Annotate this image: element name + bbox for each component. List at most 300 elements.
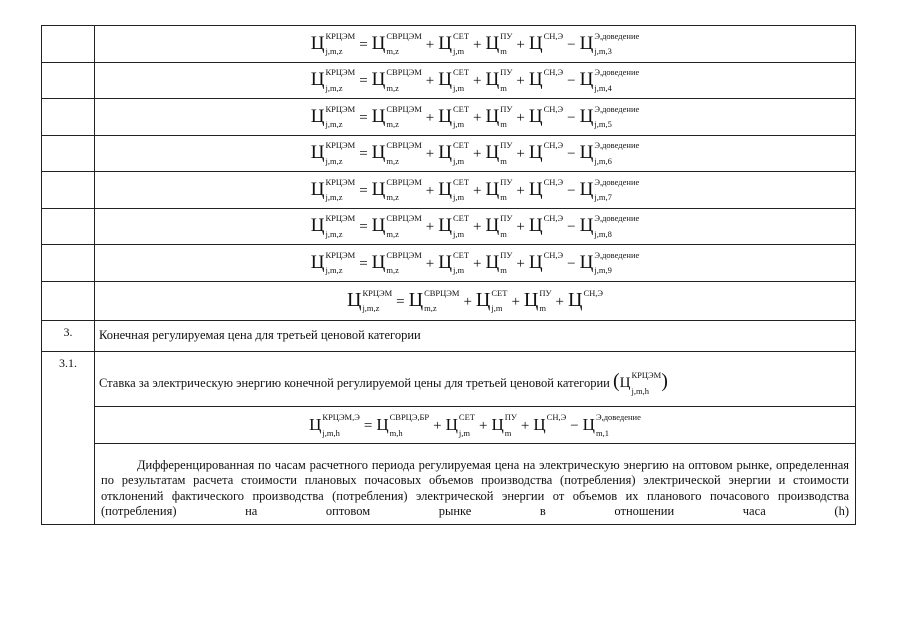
symbol-base: Ц: [528, 251, 543, 273]
symbol-scripts: [500, 249, 513, 276]
superscript: СН,Э: [546, 412, 567, 423]
superscript: Э,доведение: [595, 412, 641, 423]
subscript: j,m,h: [322, 427, 340, 438]
symbol-scripts: [543, 249, 564, 272]
symbol-scripts: [325, 67, 356, 93]
operator: −: [570, 417, 579, 434]
superscript: Э,доведение: [594, 103, 640, 114]
formula: [310, 213, 640, 239]
subscript: j,m,3: [594, 46, 612, 57]
superscript: ПУ: [500, 67, 513, 78]
symbol-scripts: [595, 412, 641, 438]
symbol-base: Ц: [310, 142, 325, 164]
symbol-scripts: [386, 67, 422, 93]
formula: [310, 249, 640, 276]
formula-term: [408, 287, 460, 314]
symbol-scripts: [500, 140, 513, 166]
operator: +: [425, 109, 435, 126]
superscript: Э,доведение: [594, 176, 640, 187]
symbol-scripts: [594, 213, 640, 239]
subscript: [544, 193, 564, 202]
symbol-scripts: [543, 140, 564, 162]
empty-number-cell: [42, 62, 95, 99]
formula: [310, 103, 640, 130]
subscript: m,z: [386, 119, 399, 130]
symbol-scripts: [386, 249, 422, 276]
symbol-base: Ц: [619, 375, 631, 391]
symbol-base: Ц: [310, 105, 325, 127]
formula-term: [438, 30, 470, 57]
symbol-scripts: [500, 30, 513, 57]
subscript: j,m,z: [325, 228, 343, 239]
superscript: СВРЦЭМ: [386, 30, 422, 41]
superscript: КРЦЭМ: [325, 30, 356, 41]
tariff-table: [41, 25, 856, 525]
superscript: КРЦЭМ: [325, 176, 356, 187]
operator: +: [473, 36, 482, 53]
subscript: j,m: [452, 192, 465, 203]
formula-term: [579, 140, 640, 166]
formula-cell: [95, 172, 856, 209]
formula-term: [579, 30, 640, 57]
superscript: СН,Э: [543, 176, 564, 187]
formula-lhs: [310, 140, 356, 166]
formula-term: [579, 67, 640, 93]
operator: −: [567, 109, 576, 126]
subscript: j,m,z: [325, 265, 343, 276]
operator: +: [425, 219, 435, 236]
subscript: m: [500, 155, 507, 166]
symbol-scripts: [500, 67, 513, 93]
formula-term: [438, 176, 470, 203]
formula-lhs: [310, 213, 356, 239]
symbol-base: Ц: [310, 251, 325, 273]
subscript: m,h: [389, 427, 403, 438]
superscript: СВРЦЭМ: [386, 67, 422, 78]
empty-number-cell: [42, 135, 95, 172]
subscript: j,m,z: [325, 46, 343, 57]
symbol-scripts: [325, 249, 356, 276]
formula-lhs: [310, 176, 356, 203]
subscript: j,m,8: [594, 228, 612, 239]
symbol-base: Ц: [533, 414, 546, 434]
symbol-scripts: [594, 30, 640, 57]
symbol-base: Ц: [568, 289, 583, 311]
superscript: СЕТ: [452, 103, 470, 114]
formula-term: [485, 213, 513, 239]
formula-row: [42, 26, 856, 63]
symbol-scripts: [594, 140, 640, 166]
formula-lhs: [309, 412, 360, 438]
operator: −: [567, 146, 576, 163]
operator: +: [425, 73, 435, 90]
symbol-base: Ц: [438, 142, 452, 164]
operator: +: [473, 109, 482, 126]
formula-cell: [95, 99, 856, 136]
operator: +: [425, 146, 435, 163]
empty-number-cell: [42, 26, 95, 63]
subscript: m: [539, 303, 546, 314]
operator: +: [516, 219, 525, 236]
empty-number-cell: [42, 172, 95, 209]
formula-row: [42, 172, 856, 209]
symbol-scripts: [500, 103, 513, 130]
formula-term: [528, 103, 564, 127]
operator: −: [567, 36, 576, 53]
formula-cell: [95, 281, 856, 320]
symbol-scripts: [504, 412, 517, 438]
subscript: j,m,6: [594, 155, 612, 166]
symbol-scripts: [543, 30, 564, 53]
operator: −: [567, 73, 576, 90]
operator: +: [473, 182, 482, 199]
symbol-base: Ц: [408, 289, 424, 311]
operator: +: [478, 417, 488, 434]
superscript: КРЦЭМ: [362, 287, 393, 298]
formula-term: [371, 30, 422, 57]
superscript: Э,доведение: [594, 249, 640, 260]
section-3-1-row: [42, 351, 856, 406]
operator: +: [473, 219, 482, 236]
symbol-scripts: [362, 287, 393, 314]
formula-term: [371, 140, 422, 166]
superscript: СЕТ: [458, 412, 475, 423]
operator: −: [567, 182, 576, 199]
operator: +: [516, 255, 525, 272]
formula-term: [582, 412, 641, 438]
formula-term: [528, 30, 564, 54]
superscript: СЕТ: [452, 140, 470, 151]
symbol-base: Ц: [445, 414, 458, 434]
operator: +: [520, 417, 530, 434]
superscript: Э,доведение: [594, 30, 640, 41]
symbol-scripts: [594, 176, 640, 203]
symbol-base: Ц: [528, 215, 543, 237]
operator: +: [473, 73, 482, 90]
superscript: СВРЦЭМ: [386, 176, 422, 187]
superscript: КРЦЭМ: [325, 103, 356, 114]
formula-term: [523, 287, 552, 314]
formula-term: [438, 249, 470, 276]
symbol-base: Ц: [528, 105, 543, 127]
section-number: 3.: [42, 320, 95, 351]
formula-term: [485, 249, 513, 276]
section-heading-cell: [95, 351, 856, 406]
operator: =: [359, 109, 368, 126]
formula-term: [438, 140, 470, 166]
superscript: СН,Э: [543, 67, 564, 78]
formula-lhs: [346, 287, 393, 314]
formula-term: [485, 30, 513, 57]
symbol-base: Ц: [485, 251, 500, 273]
superscript: СЕТ: [452, 176, 470, 187]
operator: +: [516, 146, 525, 163]
symbol-base: Ц: [438, 178, 452, 200]
formula-term: [528, 140, 564, 164]
subscript: j,m,4: [594, 82, 612, 93]
section-body-cell: [95, 406, 856, 524]
section-title: Конечная регулируемая цена для третьей ценовой категории: [95, 320, 856, 351]
operator: =: [359, 255, 368, 272]
subscript: m,z: [386, 155, 399, 166]
formula-cell: [95, 208, 856, 245]
formula-term: [491, 412, 517, 438]
empty-number-cell: [42, 245, 95, 282]
symbol-base: Ц: [579, 178, 594, 200]
symbol-scripts: [424, 287, 460, 314]
symbol-scripts: [631, 370, 662, 396]
symbol-base: Ц: [485, 32, 500, 54]
superscript: Э,доведение: [594, 213, 640, 224]
subscript: j,m: [452, 82, 465, 93]
operator: +: [511, 294, 520, 310]
symbol-scripts: [594, 249, 640, 276]
symbol-scripts: [452, 140, 470, 166]
formula-term: [579, 249, 640, 276]
superscript: СН,Э: [543, 213, 564, 224]
formula-term: [579, 103, 640, 130]
superscript: КРЦЭМ: [631, 370, 662, 381]
symbol-scripts: [452, 176, 470, 203]
subscript: j,m: [452, 46, 465, 57]
symbol-base: Ц: [346, 289, 362, 311]
subscript: m: [500, 46, 507, 57]
formula-term: [485, 67, 513, 93]
symbol-base: Ц: [310, 32, 325, 54]
formula-cell: [95, 135, 856, 172]
inline-formula: [613, 370, 668, 396]
superscript: КРЦЭМ: [325, 213, 356, 224]
formula-term: [371, 67, 422, 93]
operator: +: [425, 36, 435, 53]
symbol-base: Ц: [376, 414, 389, 434]
formula-lhs: [310, 30, 356, 57]
formula-term: [371, 213, 422, 239]
symbol-scripts: [539, 287, 552, 314]
formula: [310, 176, 640, 203]
symbol-base: Ц: [485, 215, 500, 237]
operator: =: [363, 417, 373, 434]
formula-term: [445, 412, 475, 438]
formula-term: [371, 176, 422, 203]
operator: =: [359, 73, 368, 90]
symbol-base: Ц: [310, 69, 325, 91]
symbol-base: Ц: [579, 32, 594, 54]
operator: +: [463, 294, 472, 310]
superscript: ПУ: [500, 30, 513, 41]
symbol-base: Ц: [579, 215, 594, 237]
symbol-base: Ц: [309, 414, 322, 434]
superscript: Э,доведение: [594, 140, 640, 151]
subscript: m: [500, 119, 507, 130]
superscript: СВРЦЭМ: [386, 213, 422, 224]
subscript: j,m,z: [325, 192, 343, 203]
formula-term: [438, 213, 470, 239]
symbol-scripts: [543, 213, 564, 235]
formula-term: [528, 249, 564, 273]
formula-term: [533, 412, 567, 435]
formula-term: [579, 176, 640, 203]
symbol-scripts: [452, 103, 470, 130]
operator: +: [425, 255, 435, 272]
symbol-scripts: [386, 140, 422, 166]
paren-open: (: [613, 370, 620, 392]
symbol-base: Ц: [438, 32, 452, 54]
superscript: СН,Э: [543, 249, 564, 260]
formula-lhs: [310, 249, 356, 276]
symbol-scripts: [583, 287, 603, 310]
operator: =: [359, 36, 368, 53]
subscript: j,m,z: [325, 119, 343, 130]
operator: =: [359, 146, 368, 163]
formula-term: [371, 103, 422, 130]
symbol-scripts: [543, 176, 564, 199]
subscript: j,m: [491, 303, 503, 314]
symbol-base: Ц: [485, 105, 500, 127]
subscript: m: [504, 427, 512, 438]
formula-row: [42, 208, 856, 245]
superscript: СВРЦЭМ: [386, 103, 422, 114]
symbol-scripts: [325, 176, 356, 203]
symbol-base: Ц: [491, 414, 504, 434]
subscript: j,m,z: [362, 303, 380, 314]
symbol-scripts: [325, 30, 356, 57]
superscript: СЕТ: [452, 213, 470, 224]
operator: =: [359, 219, 368, 236]
formula-row: [42, 245, 856, 282]
formula-term: [568, 287, 603, 311]
formula-term: [475, 287, 508, 314]
formula: [310, 30, 640, 57]
formula-term: [579, 213, 640, 239]
symbol-base: Ц: [310, 215, 325, 237]
formula-lhs: [310, 67, 356, 93]
symbol-scripts: [546, 412, 567, 434]
document-table-region: [41, 25, 856, 525]
superscript: КРЦЭМ: [325, 67, 356, 78]
formula-term: [528, 213, 564, 237]
superscript: СВРЦЭМ: [386, 140, 422, 151]
superscript: СЕТ: [491, 287, 508, 298]
subscript: j,m,h: [631, 385, 649, 396]
superscript: КРЦЭМ,Э: [322, 412, 360, 423]
symbol-base: Ц: [485, 142, 500, 164]
symbol-scripts: [325, 140, 356, 166]
symbol-scripts: [386, 213, 422, 239]
operator: +: [555, 294, 564, 310]
paragraph: [95, 444, 855, 524]
subscript: j,m: [458, 427, 471, 438]
symbol-scripts: [458, 412, 475, 438]
subscript: m,z: [424, 303, 437, 314]
symbol-scripts: [452, 30, 470, 57]
formula: [309, 412, 641, 438]
subscript: m,z: [386, 46, 399, 57]
symbol-base: Ц: [371, 105, 386, 127]
subscript: [547, 429, 567, 438]
subscript: [544, 157, 564, 166]
symbol-base: Ц: [475, 289, 491, 311]
superscript: СВРЦЭМ: [424, 287, 460, 298]
superscript: ПУ: [539, 287, 552, 298]
formula-row: [42, 135, 856, 172]
formula-row: [42, 62, 856, 99]
symbol-base: Ц: [310, 178, 325, 200]
operator: +: [425, 182, 435, 199]
subscript: [583, 304, 603, 313]
superscript: ПУ: [500, 176, 513, 187]
paren-close: ): [661, 370, 668, 392]
symbol-base: Ц: [528, 178, 543, 200]
symbol-base: Ц: [523, 289, 539, 311]
formula-term: [485, 176, 513, 203]
symbol-base: Ц: [438, 215, 452, 237]
superscript: СН,Э: [543, 140, 564, 151]
symbol-scripts: [543, 103, 564, 126]
symbol-scripts: [500, 213, 513, 239]
formula-term: [376, 412, 430, 438]
symbol-scripts: [322, 412, 360, 438]
subscript: j,m,5: [594, 119, 612, 130]
symbol-scripts: [452, 67, 470, 93]
paragraph-text: Дифференцированная по часам расчетного периода регулируемая цена на электрическую энергию на оптовом рынке, определенная по результатам расчета стоимости плановых почасовых объемов производства (потребления) электрической энергии и стоимости отклонений фактического производства (потребления) электрической энергии от объемов их планового почасового производства (потребления) на оптовом рынке в отношении часа (h): [101, 457, 849, 518]
symbol-base: Ц: [371, 142, 386, 164]
section-3-row: [42, 320, 856, 351]
formula-cell: [95, 62, 856, 99]
formula-term: [528, 176, 564, 200]
subscript: j,m: [452, 265, 465, 276]
subscript: [544, 230, 564, 239]
subscript: m,1: [595, 427, 609, 438]
operator: +: [473, 255, 482, 272]
subscript: m: [500, 228, 507, 239]
subscript: j,m: [452, 228, 465, 239]
symbol-scripts: [389, 412, 430, 438]
section-heading-text: Ставка за электрическую энергию конечной регулируемой цены для третьей ценовой категории: [99, 376, 610, 390]
formula-cell: [95, 245, 856, 282]
empty-number-cell: [42, 99, 95, 136]
symbol-base: Ц: [579, 142, 594, 164]
subscript: m: [500, 192, 507, 203]
superscript: КРЦЭМ: [325, 249, 356, 260]
subscript: m: [500, 265, 507, 276]
symbol-scripts: [452, 249, 470, 276]
formula: [310, 67, 640, 93]
formula: [310, 140, 640, 166]
symbol-base: Ц: [438, 251, 452, 273]
subscript: m: [500, 82, 507, 93]
formula: [346, 287, 603, 314]
symbol-scripts: [325, 103, 356, 130]
operator: +: [516, 73, 525, 90]
symbol-base: Ц: [579, 251, 594, 273]
symbol-scripts: [491, 287, 508, 314]
formula-row: [42, 99, 856, 136]
formula-term: [528, 67, 564, 91]
subscript: j,m,z: [325, 155, 343, 166]
subscript: j,m: [452, 155, 465, 166]
symbol-base: Ц: [371, 32, 386, 54]
operator: =: [396, 294, 405, 310]
section-number: 3.1.: [42, 351, 95, 524]
symbol-scripts: [452, 213, 470, 239]
operator: +: [473, 146, 482, 163]
section-3-1-body-row: [42, 406, 856, 524]
symbol-scripts: [386, 103, 422, 130]
symbol-base: Ц: [371, 178, 386, 200]
operator: −: [567, 255, 576, 272]
formula-lhs: [310, 103, 356, 130]
